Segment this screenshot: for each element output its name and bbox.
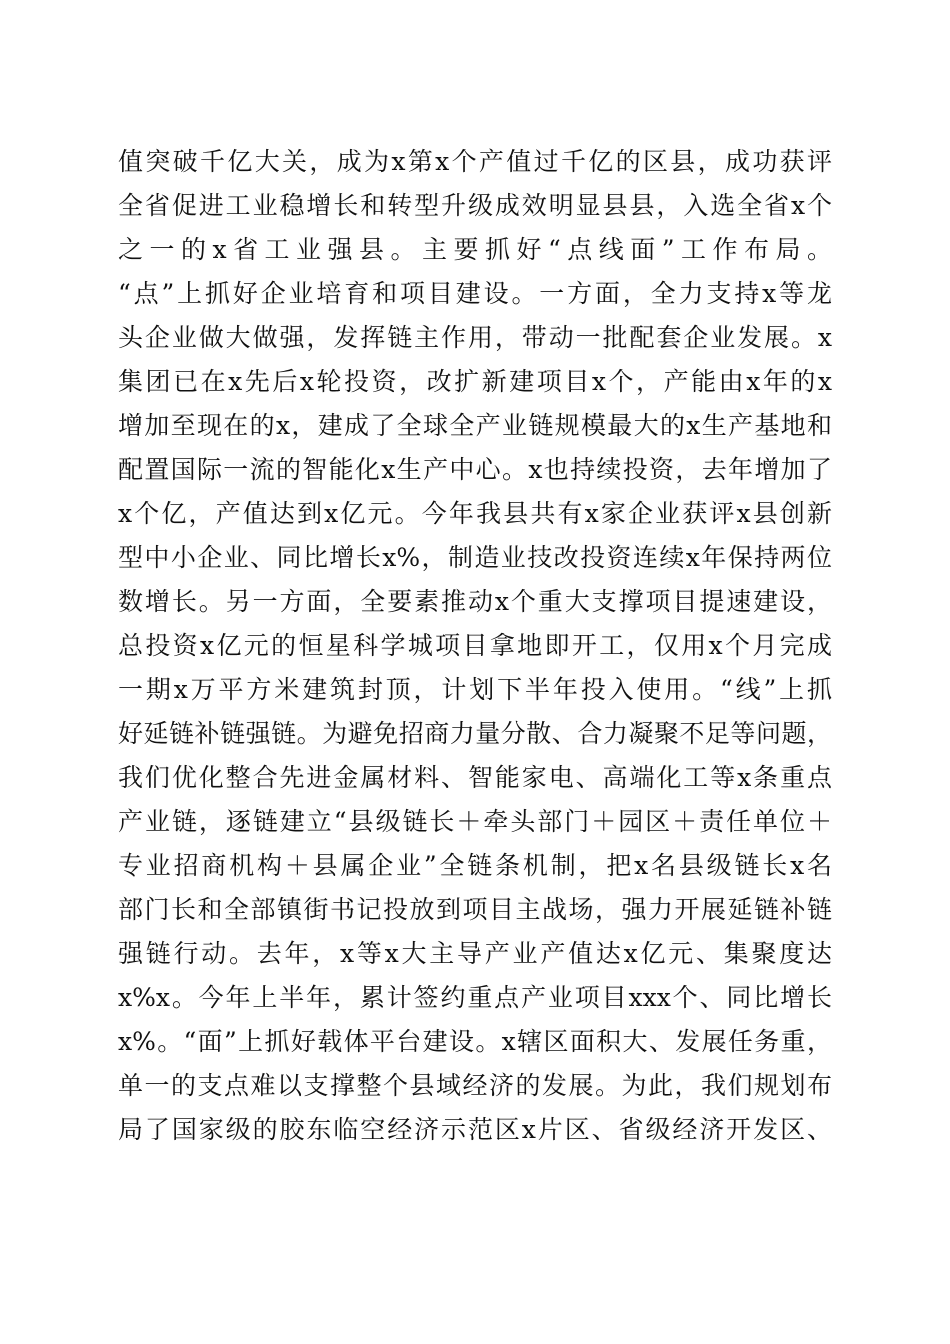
text-line: 单一的支点难以支撑整个县域经济的发展。为此，我们规划布: [118, 1071, 832, 1100]
text-line: 一期x万平方米建筑封顶，计划下半年投入使用。“线”上抓: [118, 675, 832, 704]
text-line: 专业招商机构＋县属企业”全链条机制，把x名县级链长x名: [118, 851, 832, 880]
text-line: 我们优化整合先进金属材料、智能家电、高端化工等x条重点: [118, 763, 832, 792]
text-line: 总投资x亿元的恒星科学城项目拿地即开工，仅用x个月完成: [118, 631, 832, 660]
text-line: 局了国家级的胶东临空经济示范区x片区、省级经济开发区、: [118, 1115, 832, 1144]
text-line: x%。“面”上抓好载体平台建设。x辖区面积大、发展任务重，: [118, 1027, 832, 1056]
text-line: 配置国际一流的智能化x生产中心。x也持续投资，去年增加了: [118, 455, 832, 484]
text-line: 数增长。另一方面，全要素推动x个重大支撑项目提速建设，: [118, 587, 832, 616]
text-line: 之一的x省工业强县。主要抓好“点线面”工作布局。: [118, 235, 832, 264]
text-line: 型中小企业、同比增长x%，制造业技改投资连续x年保持两位: [118, 543, 832, 572]
text-line: 增加至现在的x，建成了全球全产业链规模最大的x生产基地和: [118, 411, 832, 440]
text-line: 强链行动。去年，x等x大主导产业产值达x亿元、集聚度达: [118, 939, 832, 968]
text-line: 全省促进工业稳增长和转型升级成效明显县县，入选全省x个: [118, 191, 832, 220]
text-line: 产业链，逐链建立“县级链长＋牵头部门＋园区＋责任单位＋: [118, 807, 832, 836]
text-line: 集团已在x先后x轮投资，改扩新建项目x个，产能由x年的x: [118, 367, 832, 396]
text-line: 部门长和全部镇街书记投放到项目主战场，强力开展延链补链: [118, 895, 832, 924]
body-text: [118, 140, 832, 1152]
text-line: x%x。今年上半年，累计签约重点产业项目xxx个、同比增长: [118, 983, 832, 1012]
text-line: 值突破千亿大关，成为x第x个产值过千亿的区县，成功获评: [118, 147, 832, 176]
text-line: 头企业做大做强，发挥链主作用，带动一批配套企业发展。x: [118, 323, 832, 352]
text-line: “点”上抓好企业培育和项目建设。一方面，全力支持x等龙: [118, 279, 832, 308]
text-line: 好延链补链强链。为避免招商力量分散、合力凝聚不足等问题，: [118, 719, 832, 748]
text-line: x个亿，产值达到x亿元。今年我县共有x家企业获评x县创新: [118, 499, 832, 528]
